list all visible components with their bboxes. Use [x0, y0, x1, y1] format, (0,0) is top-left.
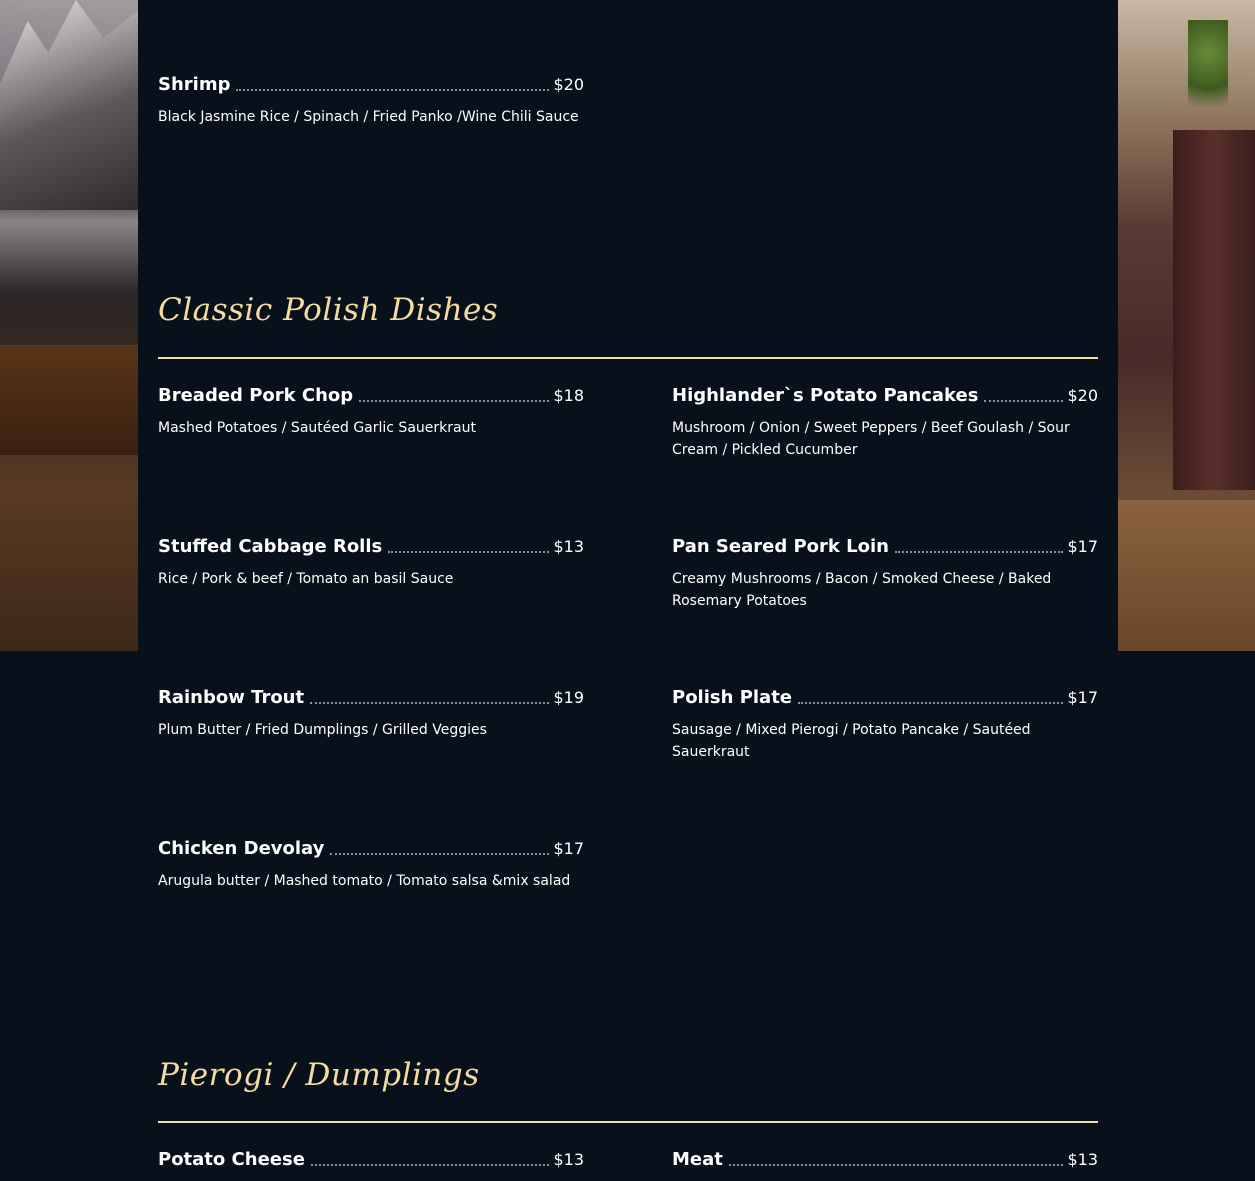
plant-image [1188, 20, 1228, 130]
menu-item-description: Mashed Potatoes / Sautéed Garlic Sauerkraut [158, 420, 476, 436]
section-divider [158, 1121, 1098, 1123]
background-photo-left [0, 0, 138, 651]
menu-item-name: Pan Seared Pork Loin [672, 536, 889, 557]
menu-content [138, 0, 1118, 1181]
menu-item-description: Rice / Pork & beef / Tomato an basil Sauce [158, 571, 454, 587]
mountain-image [0, 0, 138, 210]
menu-item-description: Plum Butter / Fried Dumplings / Grilled Veggies [158, 722, 487, 738]
dot-leader [984, 400, 1063, 402]
menu-item-description: Arugula butter / Mashed tomato / Tomato salsa &mix salad [158, 873, 571, 889]
menu-item-price: $18 [553, 386, 584, 405]
dot-leader [310, 702, 549, 704]
dot-leader [388, 551, 549, 553]
section-divider [158, 357, 1098, 359]
menu-item [672, 683, 1098, 763]
menu-item-description: Black Jasmine Rice / Spinach / Fried Panko /Wine Chili Sauce [158, 109, 579, 125]
menu-item [158, 532, 584, 590]
menu-item [672, 381, 1098, 461]
menu-item-name: Rainbow Trout [158, 687, 305, 708]
dot-leader [311, 1164, 550, 1166]
menu-item [158, 834, 584, 892]
menu-item-name: Highlander`s Potato Pancakes [672, 385, 979, 406]
menu-item-description: Creamy Mushrooms / Bacon / Smoked Cheese / Baked Rosemary Potatoes [672, 571, 1052, 609]
dot-leader [359, 400, 549, 402]
menu-item [672, 1145, 1098, 1171]
section-title: Classic Polish Dishes [158, 292, 499, 328]
menu-item-price: $19 [553, 688, 584, 707]
menu-item-name: Potato Cheese [158, 1149, 305, 1170]
menu-item-name: Meat [672, 1149, 723, 1170]
floor-image [1118, 500, 1255, 651]
dot-leader [798, 702, 1063, 704]
menu-item-price: $20 [553, 75, 584, 94]
menu-item-price: $13 [1067, 1150, 1098, 1169]
menu-item [158, 381, 584, 439]
menu-item-price: $17 [1067, 688, 1098, 707]
dot-leader [729, 1164, 1064, 1166]
menu-item-price: $13 [553, 537, 584, 556]
menu-item [158, 1145, 584, 1171]
menu-item-price: $20 [1067, 386, 1098, 405]
menu-item [158, 683, 584, 741]
door-image [1173, 130, 1255, 490]
menu-item-name: Breaded Pork Chop [158, 385, 354, 406]
menu-item-header [158, 70, 584, 96]
menu-item-price: $17 [553, 839, 584, 858]
section-title: Pierogi / Dumplings [158, 1057, 480, 1093]
menu-item-name: Polish Plate [672, 687, 793, 708]
menu-item-price: $17 [1067, 537, 1098, 556]
menu-item [672, 532, 1098, 612]
menu-item-name: Shrimp [158, 74, 231, 95]
menu-item-name: Stuffed Cabbage Rolls [158, 536, 383, 557]
background-photo-right [1118, 0, 1255, 651]
menu-item-description: Mushroom / Onion / Sweet Peppers / Beef Goulash / Sour Cream / Pickled Cucumber [672, 420, 1070, 458]
dot-leader [895, 551, 1063, 553]
menu-item-description: Sausage / Mixed Pierogi / Potato Pancake / Sautéed Sauerkraut [672, 722, 1031, 760]
table-image [0, 345, 138, 455]
dot-leader [236, 89, 549, 91]
menu-item-price: $13 [553, 1150, 584, 1169]
dot-leader [330, 853, 549, 855]
menu-item [158, 70, 584, 128]
menu-item-name: Chicken Devolay [158, 838, 325, 859]
